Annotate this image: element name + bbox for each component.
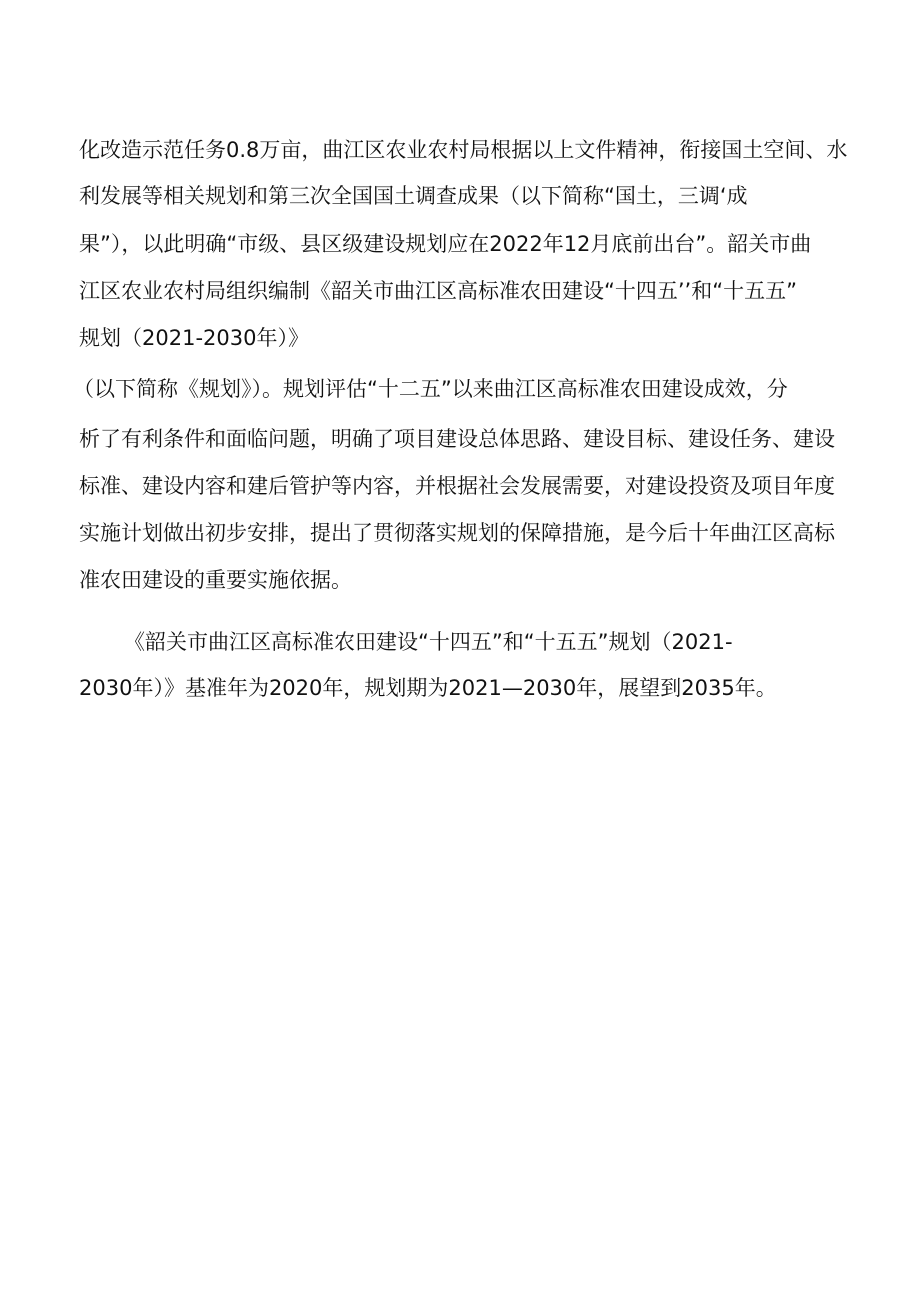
text-line: 析了有利条件和面临问题，明确了项目建设总体思路、建设目标、建设任务、建设 xyxy=(79,427,835,451)
text-line: 《韶关市曲江区高标准农田建设“十四五”和“十五五”规划（2021- xyxy=(124,630,733,654)
text-line: 利发展等相关规划和第三次全国国土调查成果（以下简称“国土，三调‘成 xyxy=(79,184,748,208)
text-line: 实施计划做出初步安排，提出了贯彻落实规划的保障措施，是今后十年曲江区高标 xyxy=(79,521,835,545)
text-line: 2030年）》基准年为2020年，规划期为2021—2030年，展望到2035年。 xyxy=(79,676,777,700)
text-line: 化改造示范任务0.8万亩，曲江区农业农村局根据以上文件精神，衔接国土空间、水 xyxy=(79,138,848,162)
text-line: （以下简称《规划》）。规划评估“十二五”以来曲江区高标准农田建设成效，分 xyxy=(73,377,788,401)
text-line: 准农田建设的重要实施依据。 xyxy=(79,568,352,592)
text-line: 规划（2021-2030年）》 xyxy=(79,326,309,350)
text-line: 江区农业农村局组织编制《韶关市曲江区高标准农田建设“十四五’’和“十五五” xyxy=(79,279,797,303)
text-line: 标准、建设内容和建后管护等内容，并根据社会发展需要，对建设投资及项目年度 xyxy=(79,474,835,498)
text-line: 果”），以此明确“市级、县区级建设规划应在2022年12月底前出台”。韶关市曲 xyxy=(79,232,812,256)
